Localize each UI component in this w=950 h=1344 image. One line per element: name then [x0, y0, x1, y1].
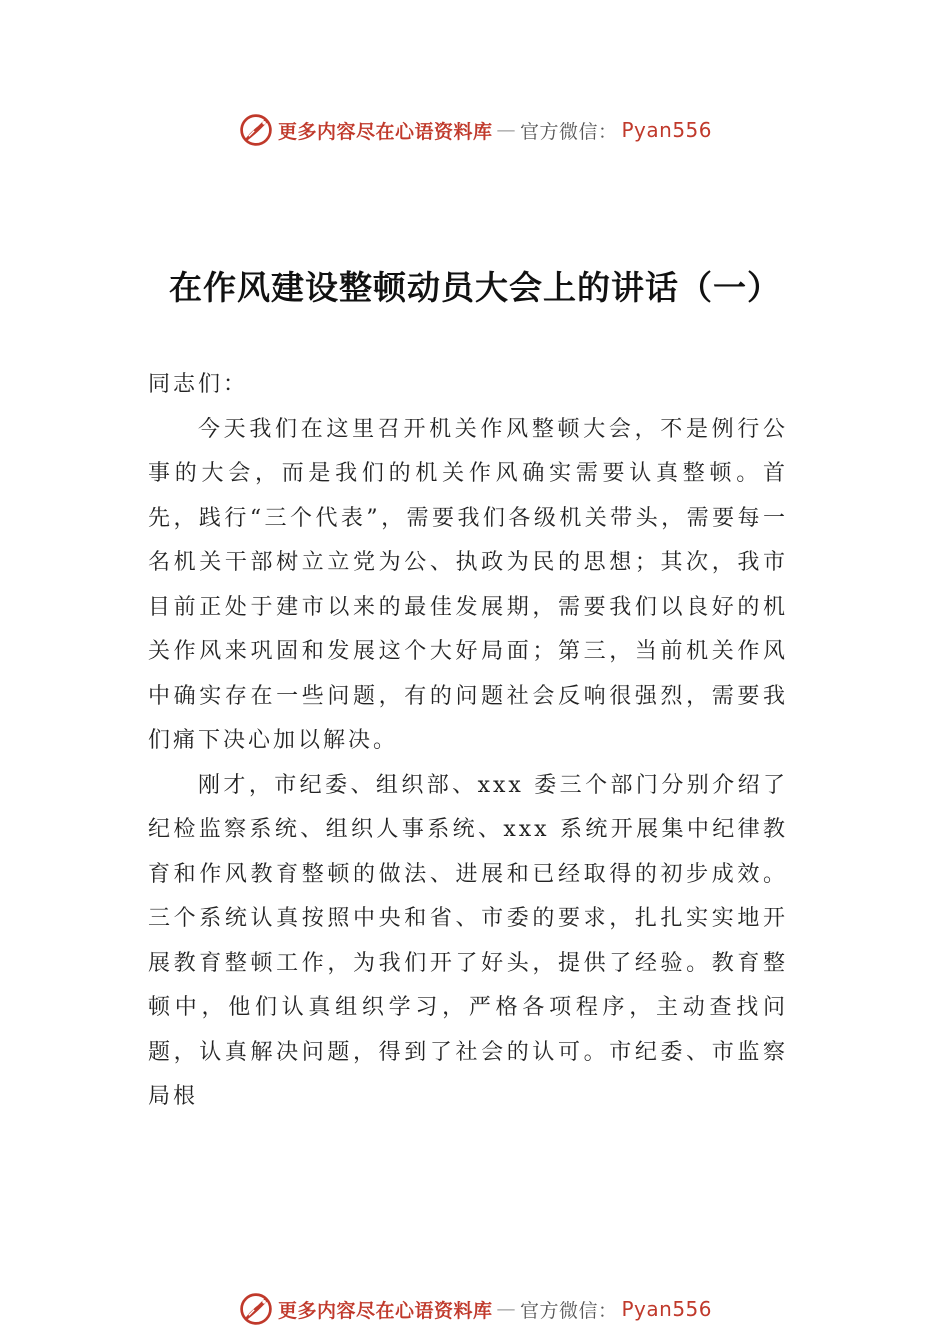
- watermark-brand-text: 更多内容尽在心语资料库: [277, 1299, 493, 1322]
- footer-watermark: [0, 1287, 950, 1331]
- salutation: 同志们：: [148, 372, 249, 397]
- paragraph: 刚才，市纪委、组织部、xxx 委三个部门分别介绍了纪检监察系统、组织人事系统、xxx 系统开展集中纪律教育和作风教育整顿的做法、进展和已经取得的初步成效。三个系统认真按照中央和省、市委的要求，扎扎实实地开展教育整顿工作，为我们开了好头，提供了经验。教育整顿中，他们认真组织学习，严格各项程序，主动查找问题，认真解决问题，得到了社会的认可。市纪委、市监察局根: [148, 772, 788, 1109]
- watermark-wechat-label: 官方微信：: [519, 1299, 618, 1322]
- watermark-wechat-id: Pyan556: [621, 118, 713, 142]
- pen-seal-logo-icon: [238, 1291, 274, 1327]
- paragraph: 今天我们在这里召开机关作风整顿大会，不是例行公事的大会，而是我们的机关作风确实需要认真整顿。首先，践行“三个代表”，需要我们各级机关带头，需要每一名机关干部树立立党为公、执政为民的思想；其次，我市目前正处于建市以来的最佳发展期，需要我们以良好的机关作风来巩固和发展这个大好局面；第三，当前机关作风中确实存在一些问题，有的问题社会反响很强烈，需要我们痛下决心加以解决。: [148, 416, 788, 753]
- watermark-wechat-label: 官方微信：: [519, 120, 618, 143]
- header-watermark: [0, 108, 950, 152]
- document-body: [148, 363, 788, 1120]
- watermark-brand-text: 更多内容尽在心语资料库: [277, 120, 493, 143]
- watermark-wechat-id: Pyan556: [621, 1297, 713, 1321]
- watermark-dash: —: [496, 1298, 516, 1320]
- pen-seal-logo-icon: [238, 112, 274, 148]
- document-title: 在作风建设整顿动员大会上的讲话（一）: [169, 268, 781, 307]
- watermark-dash: —: [496, 119, 516, 141]
